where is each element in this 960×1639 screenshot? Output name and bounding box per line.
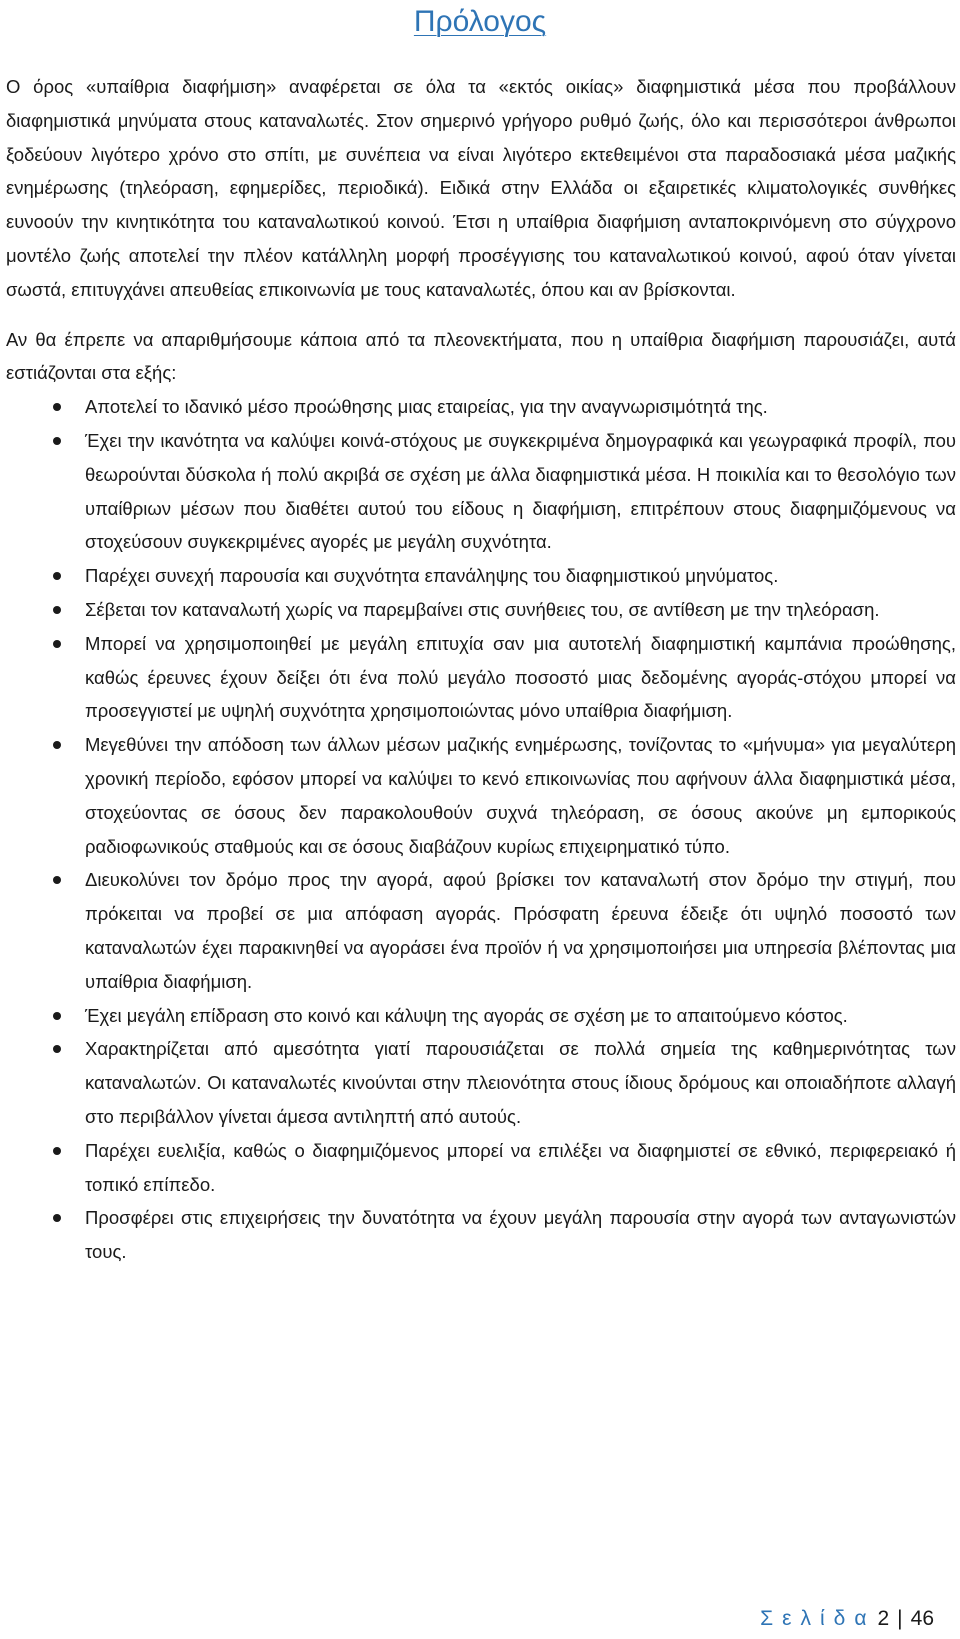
list-item [6,999,956,1033]
list-item [6,728,956,863]
page-separator: | [897,1607,903,1630]
list-item-text: Διευκολύνει τον δρόμο προς την αγορά, αφού βρίσκει τον καταναλωτή στον δρόμο την στιγμή, που πρόκειται να προβεί σε μια απόφαση αγοράς. Πρόσφατη έρευνα έδειξε ότι υψηλό ποσοστό των καταναλωτών έχει παρακινηθεί να αγοράσει ένα προϊόν ή να χρησιμοποιήσει μια υπηρεσία βλέποντας μια υπαίθρια διαφήμιση. [85,869,956,992]
bullet-icon [53,403,61,411]
page-label: Σελίδα [760,1607,876,1630]
bullet-icon [53,437,61,445]
list-item-text: Μεγεθύνει την απόδοση των άλλων μέσων μαζικής ενημέρωσης, τονίζοντας το «μήνυμα» για μεγαλύτερη χρονική περίοδο, εφόσον μπορεί να καλύψει το κενό επικοινωνίας που αφήνουν άλλα διαφημιστικά μέσα, στοχεύοντας σε όσους δεν παρακολουθούν συχνά τηλεόραση, σε όσους ακούνε μη εμπορικούς ραδιοφωνικούς σταθμούς και σε όσους διαβάζουν κυρίως επιχειρηματικό τύπο. [85,734,956,857]
list-item-text: Σέβεται τον καταναλωτή χωρίς να παρεμβαίνει στις συνήθειες του, σε αντίθεση με την τηλεόραση. [85,598,880,620]
page-footer [760,1604,934,1634]
advantages-intro-paragraph: Αν θα έπρεπε να απαριθμήσουμε κάποια από τα πλεονεκτήματα, που η υπαίθρια διαφήμιση παρουσιάζει, αυτά εστιάζονται στα εξής: [6,328,956,384]
bullet-icon [53,1045,61,1053]
bullet-icon [53,741,61,749]
list-item [6,1201,956,1269]
page-title: Πρόλογος [413,5,547,38]
bullet-icon [53,572,61,580]
list-item-text: Προσφέρει στις επιχειρήσεις την δυνατότητα να έχουν μεγάλη παρουσία στην αγορά των ανταγωνιστών τους. [85,1207,956,1263]
list-item [6,627,956,728]
list-item [6,1032,956,1133]
total-pages: 46 [910,1607,934,1630]
list-item [6,424,956,559]
bullet-icon [53,1214,61,1222]
intro-paragraph: Ο όρος «υπαίθρια διαφήμιση» αναφέρεται σε όλα τα «εκτός οικίας» διαφημιστικά μέσα που προβάλλουν διαφημιστικά μηνύματα στους καταναλωτές. Στον σημερινό γρήγορο ρυθμό ζωής, όλο και περισσότεροι άνθρωποι ξοδεύουν λιγότερο χρόνο στο σπίτι, με συνέπεια να είναι λιγότερο εκτεθειμένοι στα παραδοσιακά μέσα μαζικής ενημέρωσης (τηλεόραση, εφημερίδες, περιοδικά). Ειδικά στην Ελλάδα οι εξαιρετικές κλιματολογικές συνθήκες ευνοούν την κινητικότητα του καταναλωτικού κοινού. Έτσι η υπαίθρια διαφήμιση ανταποκρινόμενη στο σύγχρονο μοντέλο ζωής αποτελεί την πλέον κατάλληλη μορφή προσέγγισης του καταναλωτικού κοινού, αφού όταν γίνεται σωστά, επιτυγχάνει απευθείας επικοινωνία με τους καταναλωτές, όπου και αν βρίσκονται. [6,76,956,300]
list-item [6,863,956,998]
list-item-text: Έχει την ικανότητα να καλύψει κοινά-στόχους με συγκεκριμένα δημογραφικά και γεωγραφικά προφίλ, που θεωρούνται δύσκολα ή πολύ ακριβά σε σχέση με άλλα διαφημιστικά μέσα. Η ποικιλία και το θεσολόγιο των υπαίθριων μέσων που διαθέτει αυτού του είδους η διαφήμιση, επιτρέπουν στους διαφημιζόμενους να στοχεύσουν συγκεκριμένες αγορές με μεγάλη συχνότητα. [85,429,956,553]
list-item-text: Μπορεί να χρησιμοποιηθεί με μεγάλη επιτυχία σαν μια αυτοτελή διαφημιστική καμπάνια προώθησης, καθώς έρευνες έχουν δείξει ότι ένα πολύ μεγάλο ποσοστό μιας δεδομένης αγοράς-στόχου μπορεί να προσεγγιστεί με υψηλή συχνότητα χρησιμοποιώντας μόνο υπαίθρια διαφήμιση. [85,632,956,722]
bullet-icon [53,640,61,648]
list-item-text: Παρέχει συνεχή παρουσία και συχνότητα επανάληψης του διαφημιστικού μηνύματος. [85,565,779,587]
list-item [6,593,956,627]
list-item-text: Παρέχει ευελιξία, καθώς ο διαφημιζόμενος μπορεί να επιλέξει να διαφημιστεί σε εθνικό, περιφερειακό ή τοπικό επίπεδο. [85,1139,956,1195]
list-item-text: Αποτελεί το ιδανικό μέσο προώθησης μιας εταιρείας, για την αναγνωρισιμότητά της. [85,396,768,418]
bullet-icon [53,1147,61,1155]
bullet-icon [53,876,61,884]
list-item [6,1134,956,1202]
list-item [6,559,956,593]
page-number: 2 [877,1607,890,1630]
list-item [6,390,956,424]
bullet-icon [53,1012,61,1020]
list-item-text: Έχει μεγάλη επίδραση στο κοινό και κάλυψη της αγοράς σε σχέση με το απαιτούμενο κόστος. [85,1004,848,1026]
bullet-icon [53,606,61,614]
document-body [6,70,956,1269]
list-item-text: Χαρακτηρίζεται από αμεσότητα γιατί παρουσιάζεται σε πολλά σημεία της καθημερινότητας των καταναλωτών. Οι καταναλωτές κινούνται στην πλειονότητα στους ίδιους δρόμους και οποιαδήποτε αλλαγή στο περιβάλλον γίνεται άμεσα αντιληπτή από αυτούς. [85,1038,956,1127]
advantages-list [6,390,956,1269]
